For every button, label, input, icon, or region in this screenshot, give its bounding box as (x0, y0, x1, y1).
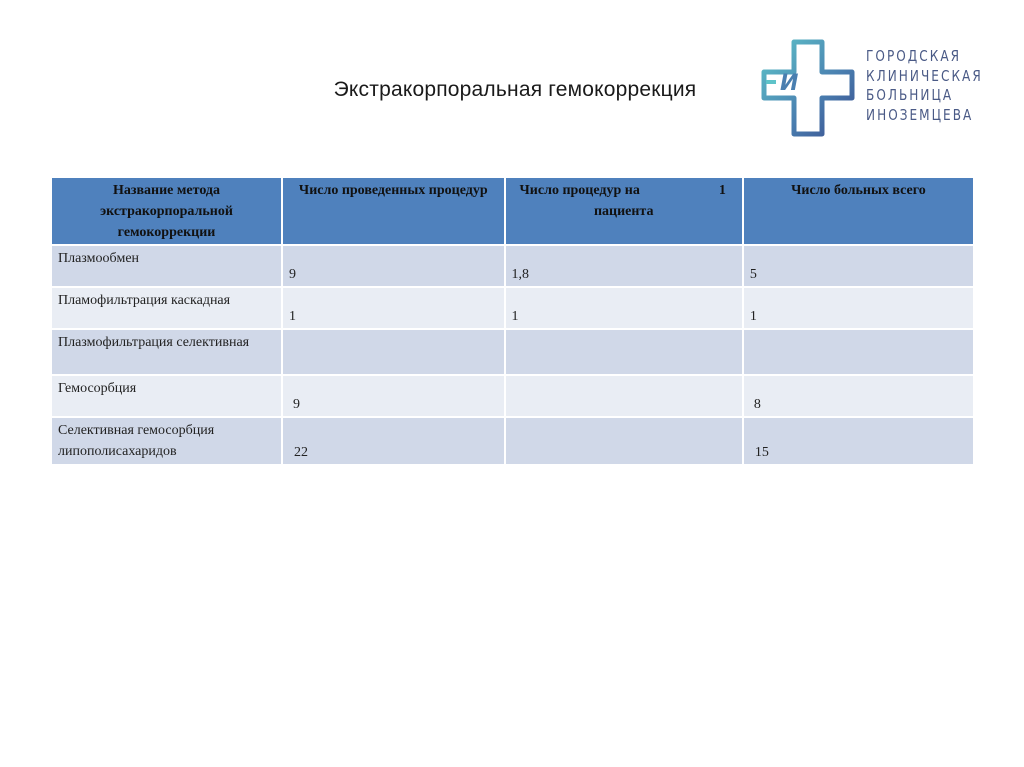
table-row (52, 330, 973, 374)
header-procedures: Число проведенных процедур (283, 178, 504, 244)
cell-patients: 15 (744, 418, 973, 464)
table-row (52, 288, 973, 328)
header-per-patient: Число процедур на 1 пациента (506, 178, 742, 244)
header-method: Название метода экстракорпоральной гемокоррекции (52, 178, 281, 244)
cell-method: Пламофильтрация каскадная (52, 288, 281, 328)
logo-text: ГОРОДСКАЯ КЛИНИЧЕСКАЯ БОЛЬНИЦА ИНОЗЕМЦЕВА (866, 47, 983, 124)
cell-procedures (283, 330, 504, 374)
logo-monogram: И (780, 71, 799, 96)
table-row (52, 418, 973, 464)
cell-patients (744, 330, 973, 374)
cell-procedures: 9 (283, 376, 504, 416)
table-header-row (52, 178, 973, 244)
cell-method: Плазмофильтрация селективная (52, 330, 281, 374)
medical-cross-icon (758, 36, 858, 140)
hospital-logo (758, 36, 998, 144)
cell-patients: 1 (744, 288, 973, 328)
cell-per-patient: 1,8 (506, 246, 742, 286)
cell-method: Плазмообмен (52, 246, 281, 286)
cell-procedures: 22 (283, 418, 504, 464)
cell-per-patient (506, 418, 742, 464)
table-row (52, 376, 973, 416)
cell-per-patient (506, 330, 742, 374)
header-patients: Число больных всего (744, 178, 973, 244)
cell-patients: 8 (744, 376, 973, 416)
cell-method: Гемосорбция (52, 376, 281, 416)
cell-procedures: 9 (283, 246, 504, 286)
cell-procedures: 1 (283, 288, 504, 328)
cell-patients: 5 (744, 246, 973, 286)
cell-per-patient: 1 (506, 288, 742, 328)
table-row (52, 246, 973, 286)
cell-per-patient (506, 376, 742, 416)
hemocorrection-table (50, 176, 975, 466)
slide-title: Экстракорпоральная гемокоррекция (333, 78, 697, 101)
cell-method: Селективная гемосорбция липополисахаридов (52, 418, 281, 464)
